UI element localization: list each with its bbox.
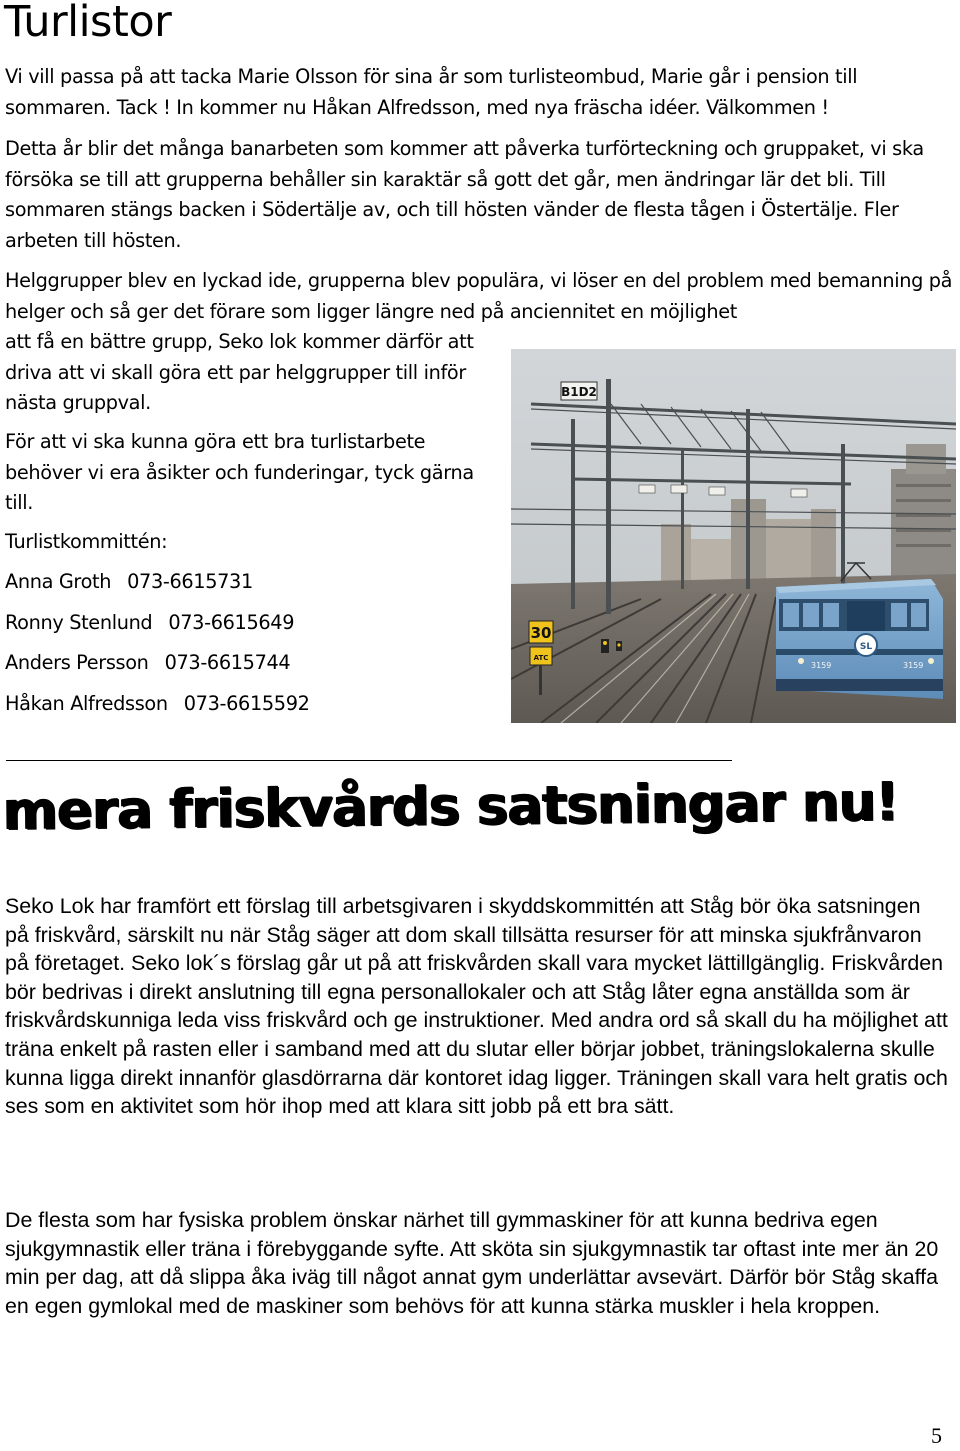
contact-name: Anna Groth	[5, 570, 112, 593]
train-station-photo	[511, 349, 956, 723]
page-title: Turlistor	[4, 0, 172, 47]
paragraph-gym-equipment: De flesta som har fysiska problem önskar närhet till gymmaskiner för att kunna bedriva egen sjukgymnastik eller träna i förebyggande syfte. Att sköta sin sjukgymnastik tar oftast inte mer än 20 min per dag, att då slippa åka iväg till något annat gym underlättar avsevärt. Därför bör Ståg skaffa en egen gymlokal med de maskiner som behövs för att kunna stärka muskler i hela kroppen.	[5, 1208, 939, 1318]
paragraph-track-work: Detta år blir det många banarbeten som kommer att påverka turförteckning och gruppaket, vi ska försöka se till att grupperna behåller sin karaktär så gott det går, men ändringar lär det bli. Till sommaren stängs backen i Södertälje av, och till hösten vänder de flesta tågen i Östertälje. Fler arbeten till hösten.	[5, 137, 924, 252]
contact-row	[5, 648, 485, 689]
paragraph-weekend-groups-cont: att få en bättre grupp, Seko lok kommer därför att driva att vi skall göra ett par helggrupper till inför nästa gruppval.	[5, 330, 474, 414]
section-divider	[6, 760, 732, 761]
paragraph-weekend-groups: Helggrupper blev en lyckad ide, grupperna blev populära, vi löser en del problem med bemanning på helger och så ger det förare som ligger längre ned på anciennitet en möjlighet	[5, 269, 953, 323]
train-number-right: 3159	[903, 661, 924, 670]
paragraph-feedback: För att vi ska kunna göra ett bra turlistarbete behöver vi era åsikter och funderingar, tyck gärna till.	[5, 430, 474, 514]
contact-phone: 073-6615592	[183, 691, 310, 715]
train-photo-illustration	[511, 349, 956, 723]
sign-b1d2: B1D2	[561, 385, 597, 399]
committee-heading: Turlistkommittén:	[5, 530, 168, 553]
contact-row	[5, 608, 485, 649]
speed-sign: 30	[530, 624, 552, 642]
contact-name: Ronny Stenlund	[5, 610, 153, 634]
committee-contacts	[5, 527, 485, 729]
atc-sign: ATC	[533, 654, 549, 662]
train-number-left: 3159	[811, 661, 832, 670]
contact-row	[5, 689, 485, 730]
health-banner-heading: mera friskvårds satsningar nu!	[2, 771, 900, 842]
page-number: 5	[931, 1423, 942, 1448]
contact-phone: 073-6615744	[164, 651, 291, 674]
paragraph-wellness-proposal: Seko Lok har framfört ett förslag till arbetsgivaren i skyddskommittén att Ståg bör öka satsningen på friskvård, särskilt nu när Ståg säger att dom skall tillsätta resurser för att minska sjukfrånvaron på företaget. Seko lok´s förslag går ut på att friskvården skall vara mycket lättillgänglig. Friskvården bör bedrivas i direkt anslutning till egna personallokaler och att Ståg låter egna anställda som är friskvårdskunniga leda viss friskvård och ge instruktioner. Med andra ord så skall du ha möjlighet att träna enkelt på rasten eller i samband med att du slutar eller börjar jobbet, träningslokalerna skulle kunna ligga direkt innanför glasdörrarna där kontoret idag ligger. Träningen skall vara helt gratis och ses som en aktivitet som hör ihop med att klara sitt jobb på ett bra sätt.	[5, 894, 948, 1119]
contact-name: Håkan Alfredsson	[5, 691, 168, 715]
contact-phone: 073-6615731	[127, 570, 253, 593]
contact-phone: 073-6615649	[168, 610, 295, 634]
contact-row	[5, 567, 485, 608]
sl-logo: SL	[859, 642, 873, 652]
contact-name: Anders Persson	[5, 651, 149, 674]
paragraph-thanks: Vi vill passa på att tacka Marie Olsson för sina år som turlisteombud, Marie går i pension till sommaren. Tack ! In kommer nu Håkan Alfredsson, med nya fräscha idéer. Välkommen !	[5, 65, 858, 119]
